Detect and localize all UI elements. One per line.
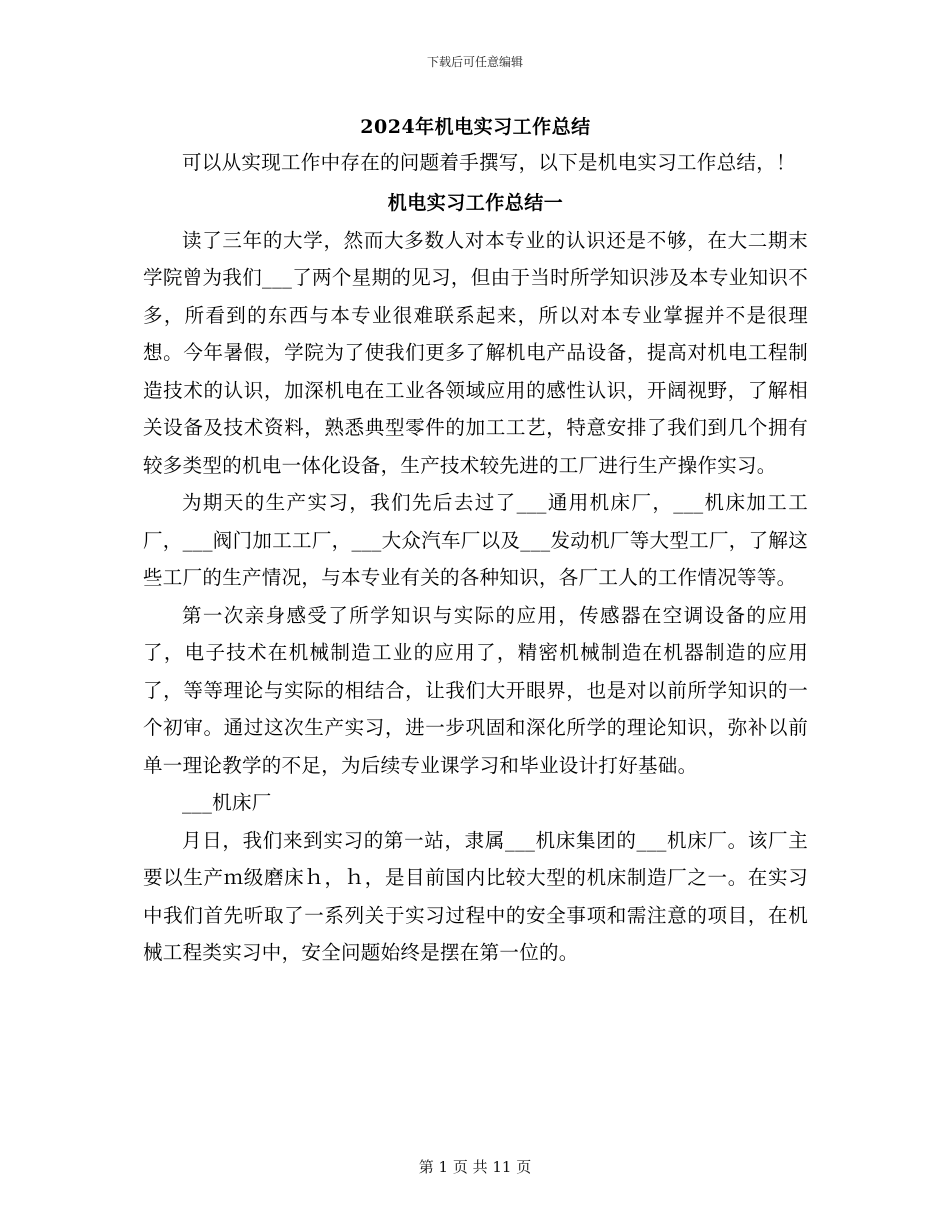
page-header: 下载后可任意编辑 — [426, 55, 523, 69]
intro-paragraph: 可以从实现工作中存在的问题着手撰写，以下是机电实习工作总结，！ — [182, 151, 796, 174]
paragraph: 月日，我们来到实习的第一站，隶属___机床集团的___机床厂。该厂主要以生产ｍ级磨床ｈ，ｈ，是目前国内比较大型的机床制造厂之一。在实习中我们首先听取了一系列关于实习过程中的安全事项和需注意的项目，在机械工程类实习中，安全问题始终是摆在第一位的。 — [143, 828, 808, 964]
document-title: 2024年机电实习工作总结 — [360, 116, 591, 138]
document-body — [143, 110, 808, 972]
paragraph-heading: ___机床厂 — [182, 791, 272, 814]
paragraph: 读了三年的大学，然而大多数人对本专业的认识还是不够，在大二期末学院曾为我们___了两个星期的见习，但由于当时所学知识涉及本专业知识不多，所看到的东西与本专业很难联系起来，所以对本专业掌握并不是很理想。今年暑假，学院为了使我们更多了解机电产品设备，提高对机电工程制造技术的认识，加深机电在工业各领域应用的感性认识，开阔视野，了解相关设备及技术资料，熟悉典型零件的加工工艺，特意安排了我们到几个拥有较多类型的机电一体化设备，生产技术较先进的工厂进行生产操作实习。 — [143, 228, 808, 477]
section-title: 机电实习工作总结一 — [387, 191, 564, 214]
paragraph: 为期天的生产实习，我们先后去过了___通用机床厂，___机床加工工厂，___阀门加工工厂，___大众汽车厂以及___发动机厂等大型工厂，了解这些工厂的生产情况，与本专业有关的各种知识，各厂工人的工作情况等等。 — [143, 491, 808, 589]
page-footer: 第 1 页 共 11 页 — [418, 1158, 532, 1176]
paragraph: 第一次亲身感受了所学知识与实际的应用，传感器在空调设备的应用了，电子技术在机械制造工业的应用了，精密机械制造在机器制造的应用了，等等理论与实际的相结合，让我们大开眼界，也是对以前所学知识的一个初审。通过这次生产实习，进一步巩固和深化所学的理论知识，弥补以前单一理论教学的不足，为后续专业课学习和毕业设计打好基础。 — [143, 603, 808, 777]
